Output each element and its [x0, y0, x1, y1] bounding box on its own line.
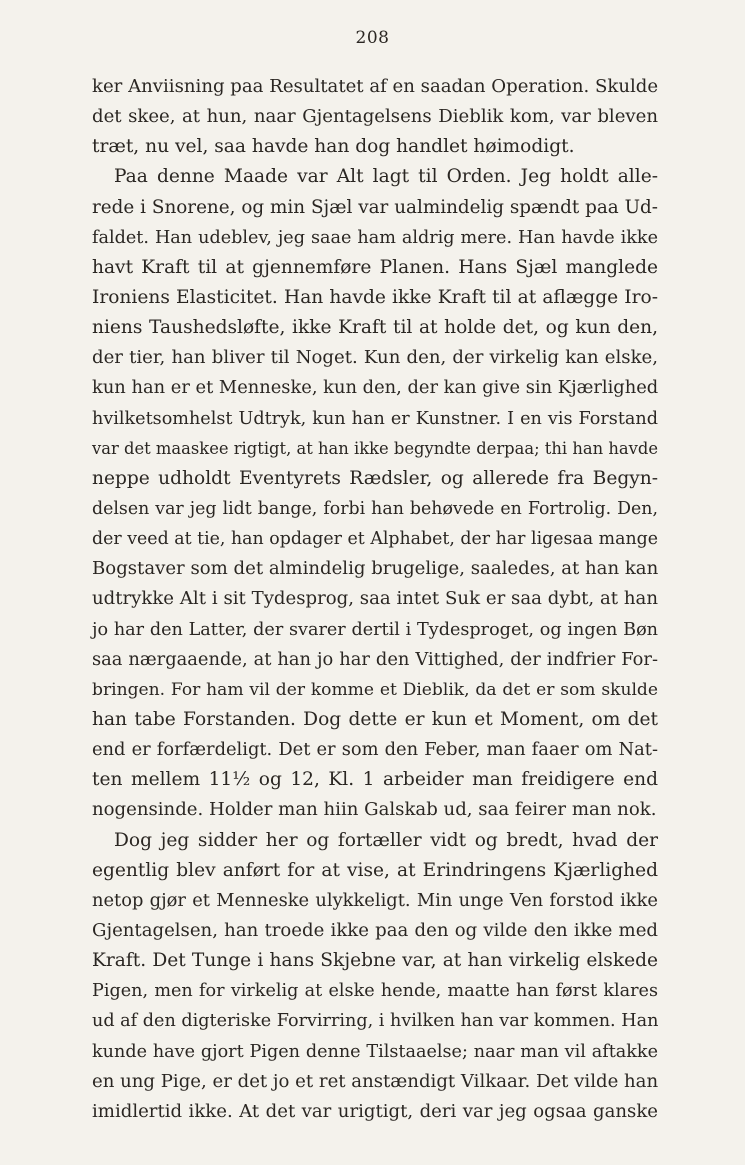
text-line: Pigen, men for virkelig at elske hende, maatte han først klares	[92, 981, 658, 1002]
text-line: udtrykke Alt i sit Tydesprog, saa intet Suk er saa dybt, at han	[92, 588, 658, 610]
text-line: ten mellem 11½ og 12, Kl. 1 arbeider man freidigere end	[92, 769, 658, 791]
text-line: delsen var jeg lidt bange, forbi han behøvede en Fortrolig. Den,	[92, 498, 658, 519]
page-number: 208	[355, 28, 390, 48]
text-line: kun han er et Menneske, kun den, der kan give sin Kjærlighed	[92, 377, 659, 399]
text-line: nogensinde. Holder man hiin Galskab ud, saa feirer man nok.	[92, 799, 657, 821]
text-line: bringen. For ham vil der komme et Dieblik, da det er som skulde	[92, 679, 658, 700]
text-body	[92, 72, 658, 1127]
text-line: der tier, han bliver til Noget. Kun den, der virkelig kan elske,	[92, 347, 658, 369]
text-line: jo har den Latter, der svarer dertil i Tydesproget, og ingen Bøn	[92, 619, 658, 640]
text-line: netop gjør et Menneske ulykkeligt. Min unge Ven forstod ikke	[92, 889, 658, 911]
text-line: Dog jeg sidder her og fortæller vidt og bredt, hvad der	[114, 829, 658, 851]
text-line: Kraft. Det Tunge i hans Skjebne var, at han virkelig elskede	[92, 950, 658, 972]
text-line: hvilketsomhelst Udtryk, kun han er Kunstner. I en vis Forstand	[92, 408, 658, 429]
text-line: Bogstaver som det almindelig brugelige, saaledes, at han kan	[92, 558, 659, 580]
text-line: neppe udholdt Eventyrets Rædsler, og allerede fra Begyn-	[92, 467, 658, 489]
text-line: niens Taushedsløfte, ikke Kraft til at holde det, og kun den,	[92, 317, 658, 339]
text-line: Gjentagelsen, han troede ikke paa den og vilde den ikke med	[92, 919, 658, 941]
text-line: ker Anviisning paa Resultatet af en saadan Operation. Skulde	[92, 76, 659, 97]
text-line: træt, nu vel, saa havde han dog handlet høimodigt.	[92, 136, 575, 158]
text-line: faldet. Han udeblev, jeg saae ham aldrig mere. Han havde ikke	[92, 227, 658, 248]
text-line: kunde have gjort Pigen denne Tilstaaelse; naar man vil aftakke	[92, 1041, 658, 1062]
text-line: saa nærgaaende, at han jo har den Vittighed, der indfrier For-	[92, 648, 658, 670]
text-line: end er forfærdeligt. Det er som den Feber, man faaer om Nat-	[92, 739, 658, 761]
text-line: en ung Pige, er det jo et ret anstændigt Vilkaar. Det vilde han	[92, 1070, 659, 1092]
text-line: ud af den digteriske Forvirring, i hvilken han var kommen. Han	[92, 1011, 659, 1032]
text-line: Paa denne Maade var Alt lagt til Orden. Jeg holdt alle-	[114, 166, 658, 188]
text-line: der veed at tie, han opdager et Alphabet, der har ligesaa mange	[92, 529, 658, 550]
text-line: Ironiens Elasticitet. Han havde ikke Kraft til at aflægge Iro-	[92, 286, 658, 308]
text-line: imidlertid ikke. At det var urigtigt, deri var jeg ogsaa ganske	[92, 1100, 658, 1122]
text-line: det skee, at hun, naar Gjentagelsens Dieblik kom, var bleven	[92, 106, 658, 128]
text-line: egentlig blev anført for at vise, at Erindringens Kjærlighed	[92, 859, 658, 881]
text-line: rede i Snorene, og min Sjæl var ualmindelig spændt paa Ud-	[92, 196, 658, 218]
text-line: han tabe Forstanden. Dog dette er kun et Moment, om det	[92, 708, 658, 730]
text-line: var det maaskee rigtigt, at han ikke begyndte derpaa; thi han havde	[92, 438, 658, 458]
text-line: havt Kraft til at gjennemføre Planen. Hans Sjæl manglede	[92, 256, 658, 278]
